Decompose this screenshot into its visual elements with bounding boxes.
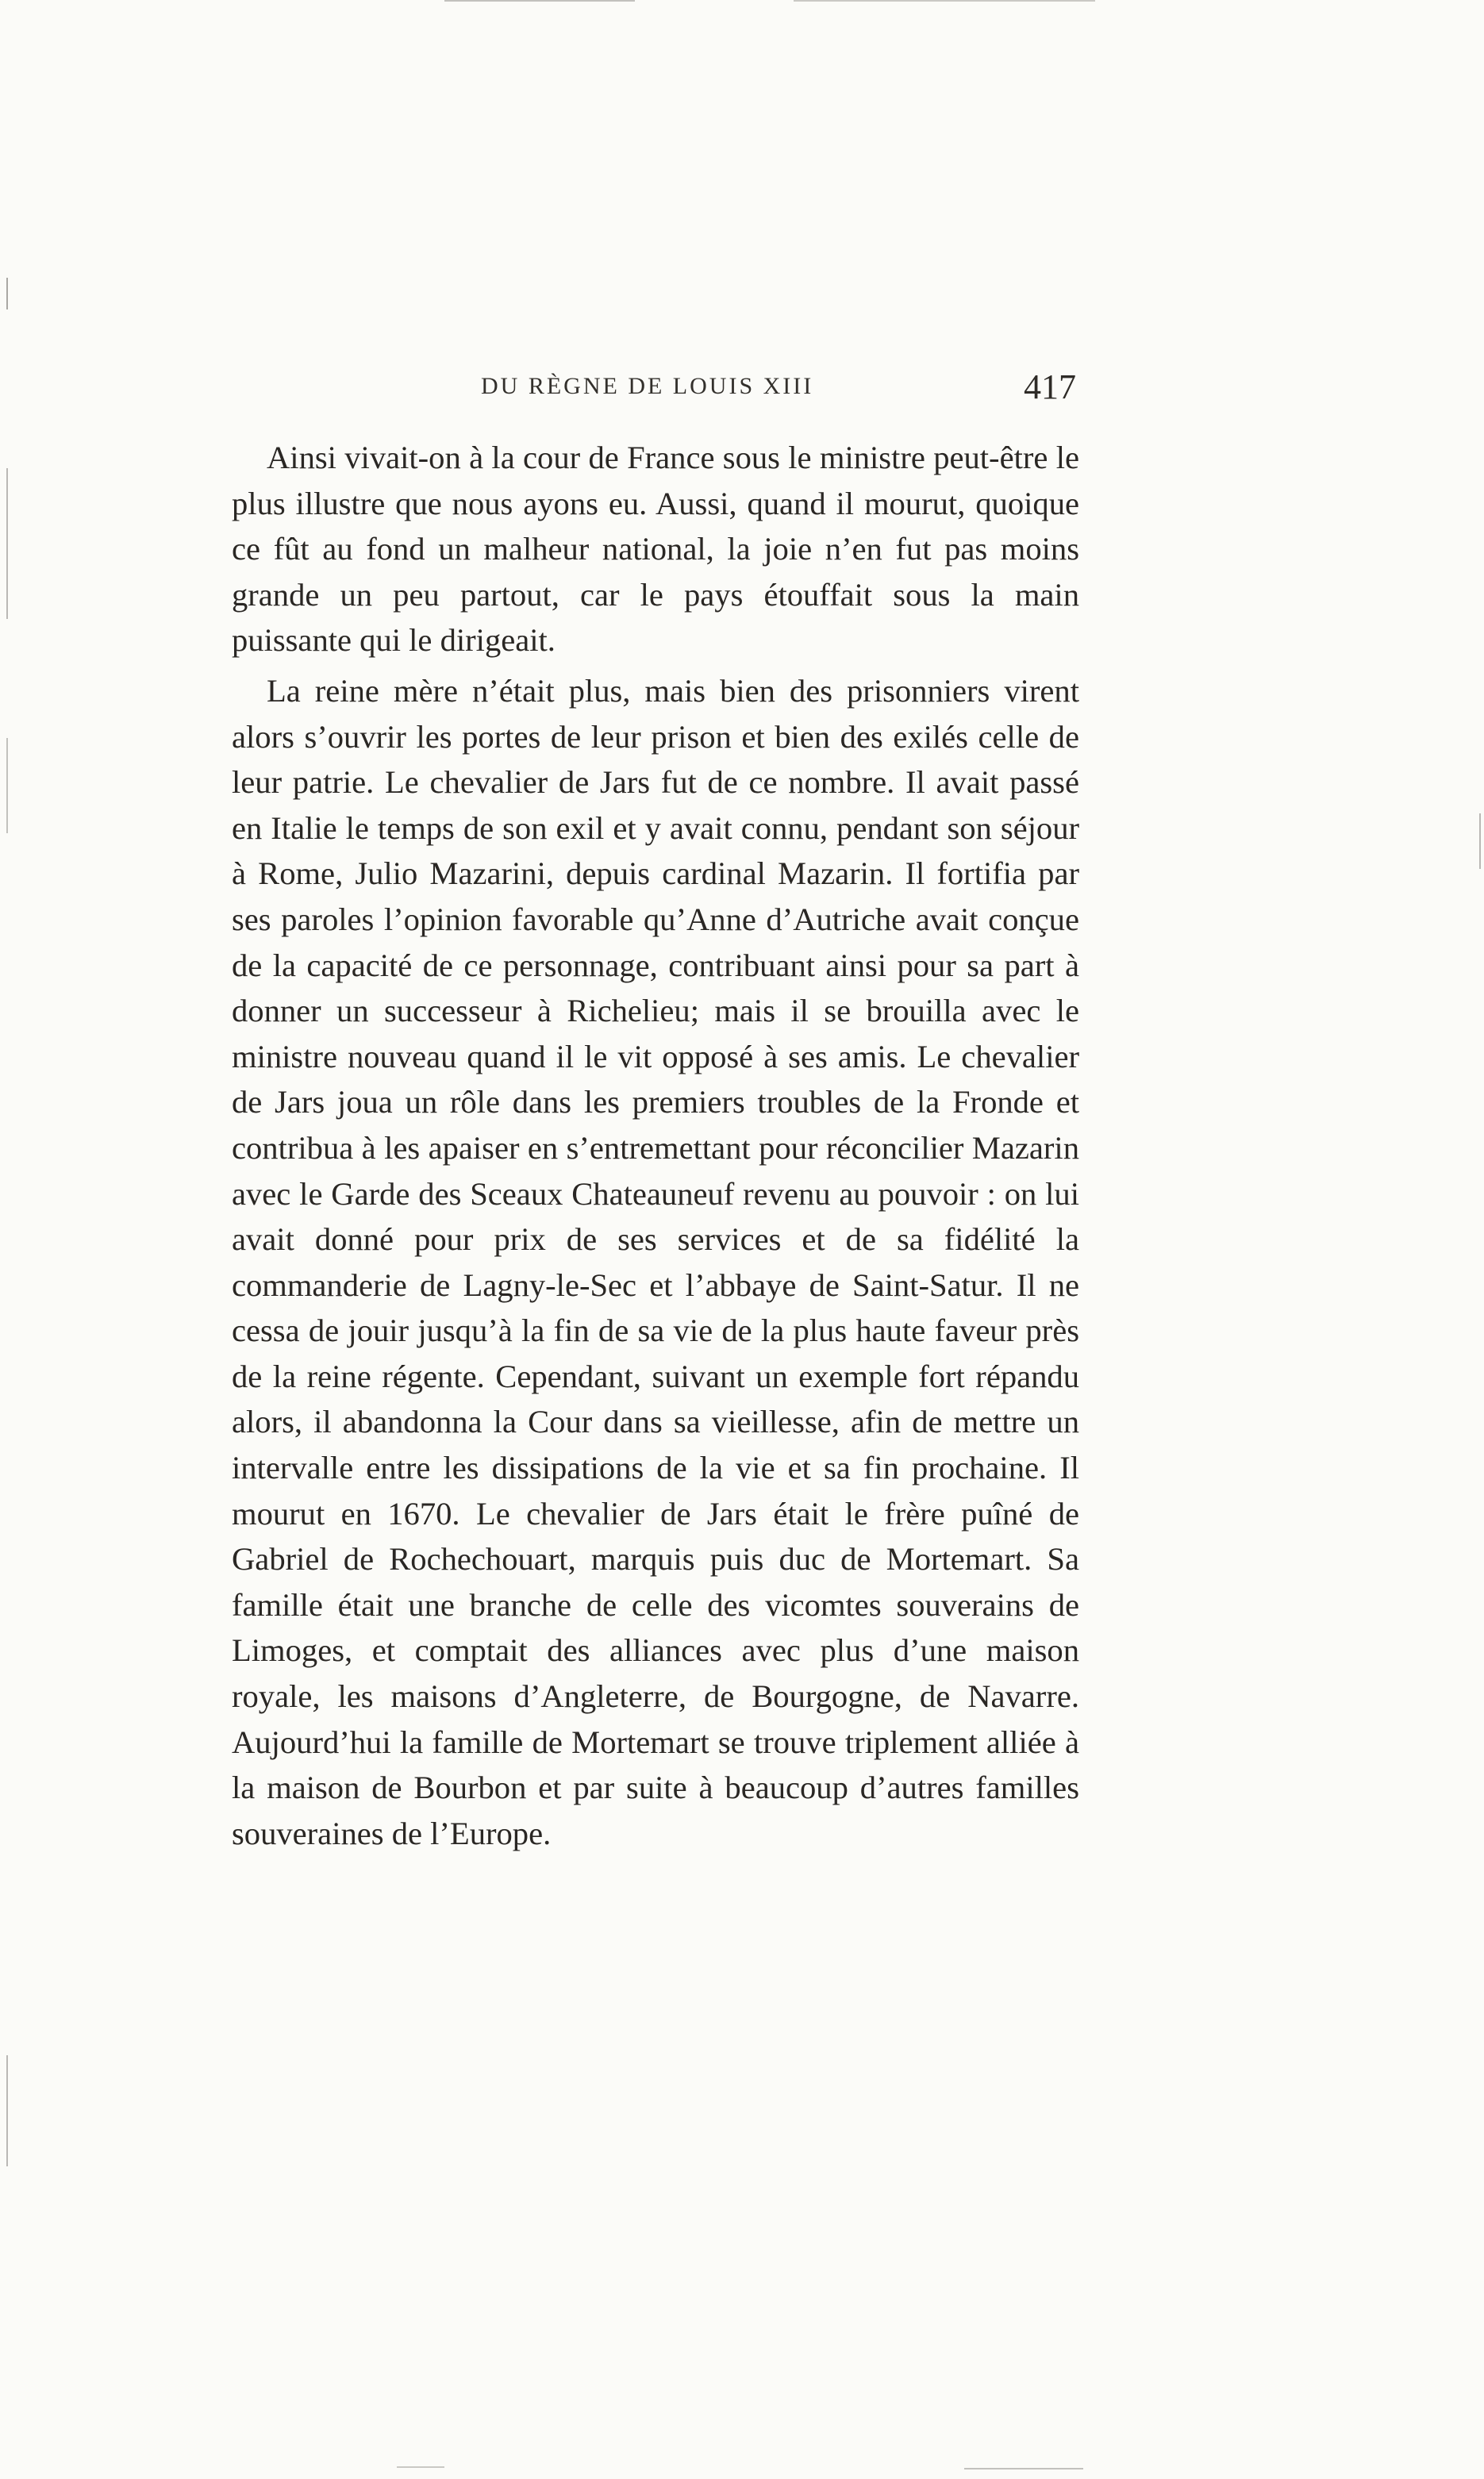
page-number: 417: [1024, 367, 1076, 406]
scan-mark-top: [444, 0, 635, 2]
scan-mark-left-2: [6, 468, 8, 619]
scan-mark-bottom-2: [964, 2468, 1083, 2469]
text-block: [232, 435, 1079, 1856]
paragraph-1: Ainsi vivait-on à la cour de France sous le ministre peut-être le plus illustre que nous ayons eu. Aussi, quand il mourut, quoique ce fût au fond un malheur national, la joie n’en fut pas moins grande un peu partout, car le pays étouffait sous la main puissante qui le dirigeait.: [232, 440, 1079, 659]
scan-mark-top-right: [794, 0, 1095, 2]
page-header: [232, 367, 1079, 414]
scan-mark-right-1: [1479, 813, 1481, 869]
paragraph-2: La reine mère n’était plus, mais bien des prisonniers virent alors s’ouvrir les portes de leur prison et bien des exilés celle de leur patrie. Le chevalier de Jars fut de ce nombre. Il avait passé en Italie le temps de son exil et y avait connu, pendant son séjour à Rome, Julio Mazarini, depuis cardinal Mazarin. Il fortifia par ses paroles l’opinion favorable qu’Anne d’Autriche avait conçue de la capacité de ce personnage, contribuant ainsi pour sa part à donner un successeur à Richelieu; mais il se brouilla avec le ministre nouveau quand il le vit opposé à ses amis. Le chevalier de Jars joua un rôle dans les premiers troubles de la Fronde et contribua à les apaiser en s’entremettant pour réconcilier Mazarin avec le Garde des Sceaux Chateauneuf revenu au pouvoir : on lui avait donné pour prix de ses services et de sa fidélité la commanderie de Lagny-le-Sec et l’abbaye de Saint-Satur. Il ne cessa de jouir jusqu’à la fin de sa vie de la plus haute faveur près de la reine régente. Cependant, suivant un exemple fort répandu alors, il abandonna la Cour dans sa vieillesse, afin de mettre un intervalle entre les dissipations de la vie et sa fin prochaine. Il mourut en 1670. Le chevalier de Jars était le frère puîné de Gabriel de Rochechouart, marquis puis duc de Mortemart. Sa famille était une branche de celle des vicomtes souverains de Limoges, et comptait des alliances avec plus d’une maison royale, les maisons d’Angleterre, de Bourgogne, de Navarre. Aujourd’hui la famille de Mortemart se trouve triplement alliée à la maison de Bourbon et par suite à beaucoup d’autres familles souveraines de l’Europe.: [232, 672, 1079, 1851]
scan-mark-bottom-1: [397, 2466, 444, 2468]
scan-mark-left-1: [6, 278, 8, 309]
scan-mark-left-3: [6, 738, 8, 833]
scan-mark-left-4: [6, 2055, 8, 2166]
running-head: DU RÈGNE DE LOUIS XIII: [481, 373, 814, 399]
